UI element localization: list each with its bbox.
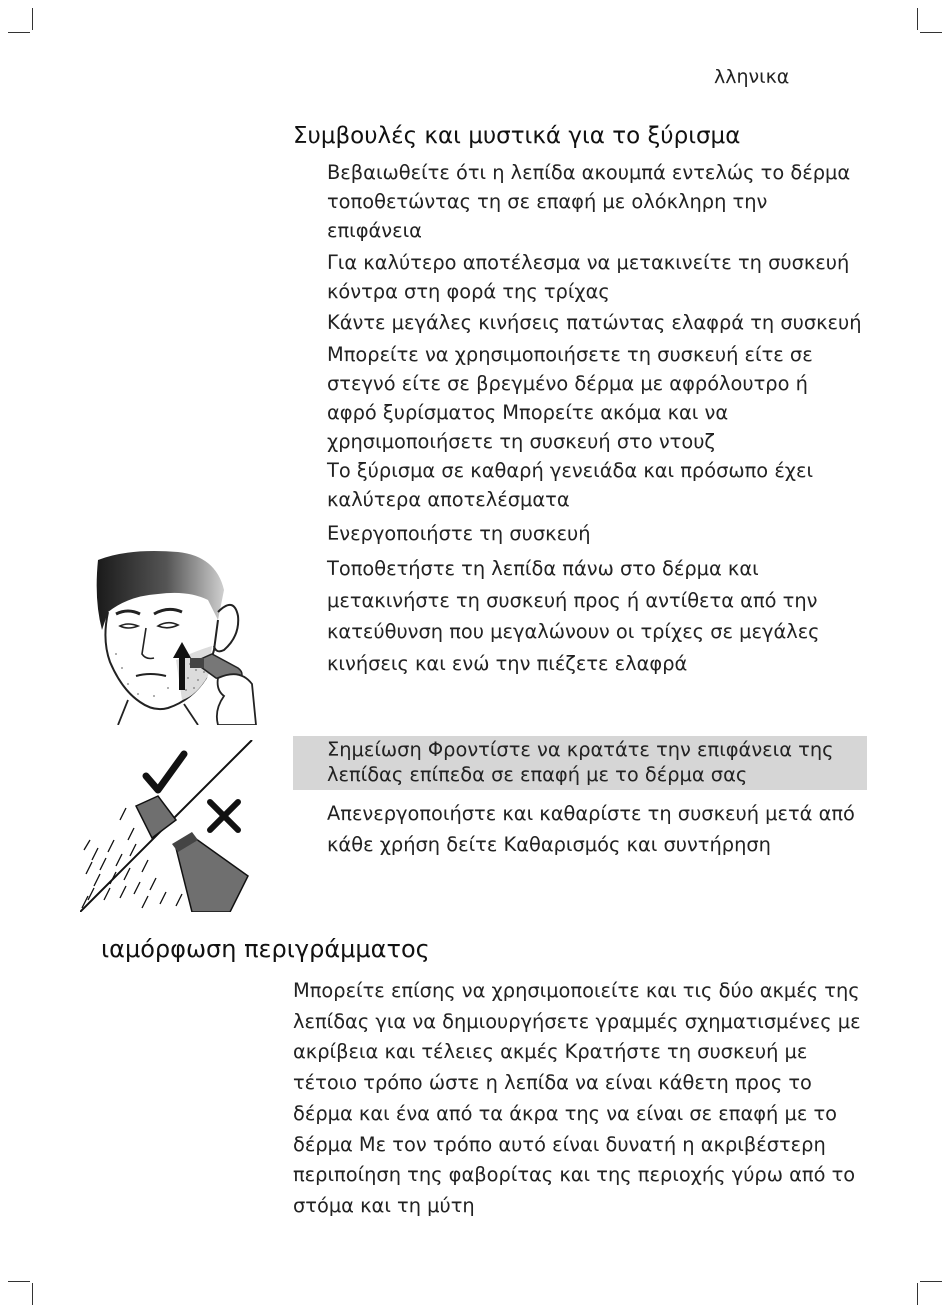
- tip-item: Βεβαιωθείτε ότι η λεπίδα ακουμπά εντελώς το δέρμα τοποθετώντας τη σε επαφή με ολόκληρη την επιφάνεια: [327, 161, 851, 242]
- crop-mark: [917, 1283, 918, 1305]
- crop-mark: [920, 1281, 942, 1282]
- contour-body: Μπορείτε επίσης να χρησιμοποιείτε και τις δύο ακμές της λεπίδας για να δημιουργήσετε γραμμές σχηματισμένες με ακρίβεια και τέλειες ακμές Κρατήστε τη συσκευή με τέτοιο τρόπο ώστε η λεπίδα να είναι κάθετη προς το δέρμα και ένα από τα άκρα της να είναι σε επαφή με το δέρμα Με τον τρόπο αυτό είναι δυνατή η ακριβέστερη περιποίηση της φαβορίτας και της περιοχής γύρω από το στόμα και τη μύτη: [293, 979, 861, 1217]
- crop-mark: [8, 32, 30, 33]
- blade-angle-illustration: [80, 740, 255, 912]
- tip-item: Για καλύτερο αποτέλεσμα να μετακινείτε τη συσκευή κόντρα στη φορά της τρίχας: [327, 251, 850, 303]
- step-clean: Απενεργοποιήστε και καθαρίστε τη συσκευή μετά από κάθε χρήση δείτε Καθαρισμός και συντήρηση: [327, 802, 855, 856]
- step-activate: Ενεργοποιήστε τη συσκευή: [327, 522, 591, 545]
- note-text: Σημείωση Φροντίστε να κρατάτε την επιφάνεια της λεπίδας επίπεδα σε επαφή με το δέρμα σας: [327, 738, 834, 786]
- language-header: λληνικα: [714, 66, 790, 88]
- crop-mark: [32, 1283, 33, 1305]
- crop-mark: [920, 32, 942, 33]
- tips-heading: Συμβουλές και μυστικά για το ξύρισμα: [293, 123, 741, 149]
- crop-mark: [32, 8, 33, 30]
- face-shaving-illustration: [88, 550, 258, 725]
- tip-item: Το ξύρισμα σε καθαρή γενειάδα και πρόσωπο έχει καλύτερα αποτελέσματα: [327, 459, 814, 511]
- step-place: Τοποθετήστε τη λεπίδα πάνω στο δέρμα και μετακινήστε τη συσκευή προς ή αντίθετα από την κατεύθυνση που μεγαλώνουν οι τρίχες σε μεγάλες κινήσεις και ενώ την πιέζετε ελαφρά: [327, 557, 820, 675]
- contour-heading: ιαμόρφωση περιγράμματος: [101, 935, 430, 963]
- crop-mark: [8, 1281, 30, 1282]
- crop-mark: [917, 8, 918, 30]
- note-box: [293, 736, 867, 790]
- tip-item: Μπορείτε να χρησιμοποιήσετε τη συσκευή είτε σε στεγνό είτε σε βρεγμένο δέρμα με αφρόλουτρο ή αφρό ξυρίσματος Μπορείτε ακόμα και να χρησιμοποιήσετε τη συσκευή στο ντουζ: [327, 343, 813, 453]
- tip-item: Κάντε μεγάλες κινήσεις πατώντας ελαφρά τη συσκευή: [327, 311, 862, 334]
